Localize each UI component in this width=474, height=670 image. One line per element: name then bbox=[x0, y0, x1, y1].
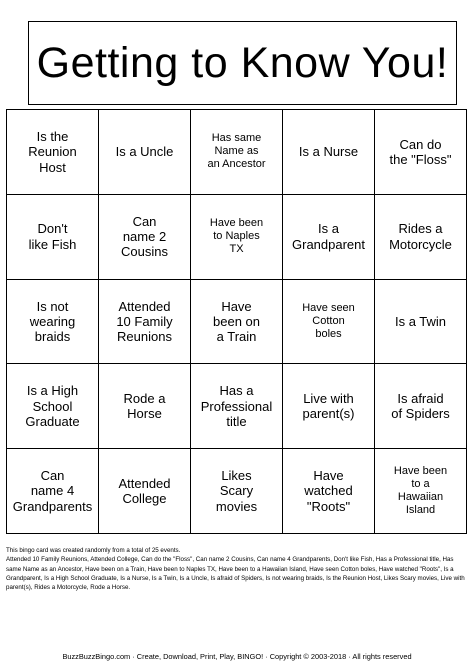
bingo-cell: Has same Name as an Ancestor bbox=[191, 110, 283, 195]
card-notes bbox=[6, 546, 468, 592]
bingo-cell: Can do the "Floss" bbox=[375, 110, 467, 195]
page-footer: BuzzBuzzBingo.com · Create, Download, Print, Play, BINGO! · Copyright © 2003-2018 · All rights reserved bbox=[62, 652, 412, 661]
bingo-cell: Is a High School Graduate bbox=[7, 364, 99, 449]
bingo-cell: Attended 10 Family Reunions bbox=[99, 280, 191, 365]
bingo-cell: Rides a Motorcycle bbox=[375, 195, 467, 280]
bingo-cell: Have been on a Train bbox=[191, 280, 283, 365]
bingo-card bbox=[6, 21, 467, 534]
bingo-cell: Can name 2 Cousins bbox=[99, 195, 191, 280]
bingo-cell: Rode a Horse bbox=[99, 364, 191, 449]
bingo-cell: Has a Professional title bbox=[191, 364, 283, 449]
bingo-cell: Have been to Naples TX bbox=[191, 195, 283, 280]
bingo-cell: Don't like Fish bbox=[7, 195, 99, 280]
bingo-cell: Can name 4 Grandparents bbox=[7, 449, 99, 534]
bingo-cell: Is not wearing braids bbox=[7, 280, 99, 365]
bingo-cell: Have been to a Hawaiian Island bbox=[375, 449, 467, 534]
generated-note: This bingo card was created randomly from a total of 25 events. bbox=[6, 547, 181, 554]
event-list: Attended 10 Family Reunions, Attended College, Can do the "Floss", Can name 2 Cousins, Can name 4 Grandparents, Don't like Fish, Has a Professional title, Has same Name as an Ancestor, Have been on a Train, Have been to Naples TX, Have been to a Hawaiian Island, Have seen Cotton boles, Have watched "Roots", Is a Grandparent, Is a High School Graduate, Is a Nurse, Is a Twin, Is a Uncle, Is afraid of Spiders, Is not wearing braids, Is the Reunion Host, Likes Scary movies, Live with parent(s), Rides a Motorcycle, Rode a Horse. bbox=[6, 556, 465, 592]
bingo-cell: Have watched "Roots" bbox=[283, 449, 375, 534]
bingo-cell: Likes Scary movies bbox=[191, 449, 283, 534]
bingo-cell: Is the Reunion Host bbox=[7, 110, 99, 195]
bingo-cell: Have seen Cotton boles bbox=[283, 280, 375, 365]
bingo-cell: Attended College bbox=[99, 449, 191, 534]
card-title-box bbox=[28, 21, 457, 105]
bingo-cell: Live with parent(s) bbox=[283, 364, 375, 449]
bingo-grid bbox=[6, 109, 467, 534]
bingo-cell: Is afraid of Spiders bbox=[375, 364, 467, 449]
bingo-cell: Is a Twin bbox=[375, 280, 467, 365]
bingo-cell: Is a Nurse bbox=[283, 110, 375, 195]
bingo-cell: Is a Uncle bbox=[99, 110, 191, 195]
card-title: Getting to Know You! bbox=[36, 38, 449, 87]
bingo-cell: Is a Grandparent bbox=[283, 195, 375, 280]
